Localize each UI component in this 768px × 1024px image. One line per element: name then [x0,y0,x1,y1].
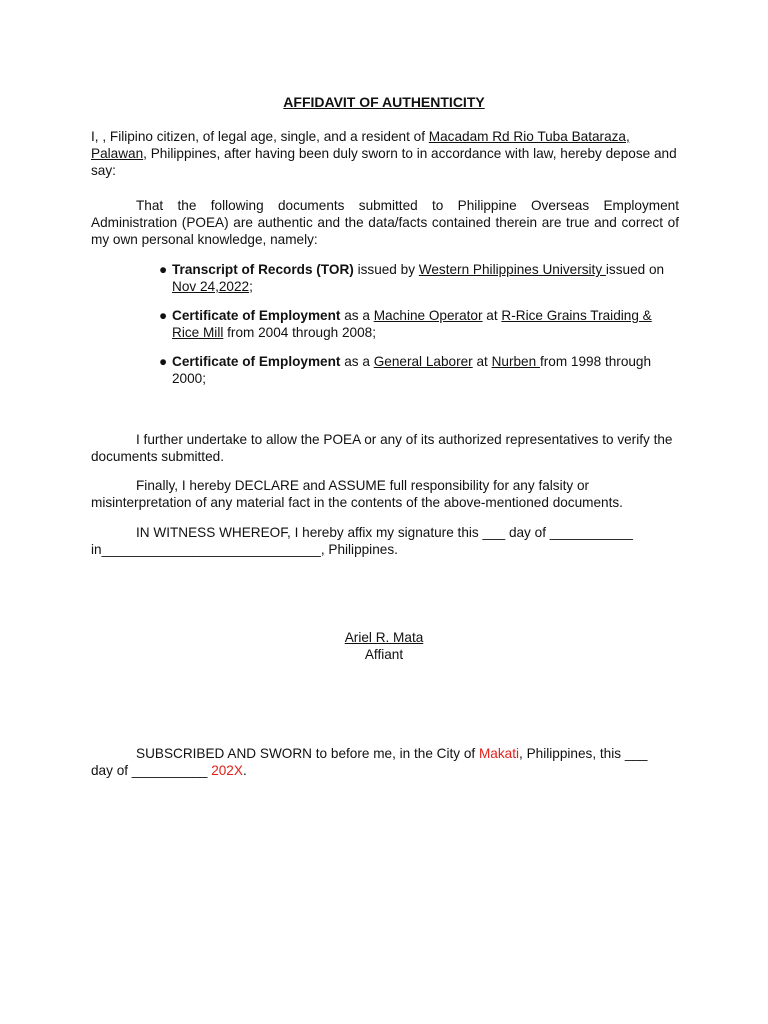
employer-name: Nurben [491,354,540,369]
intro-suffix: , Philippines, after having been duly sworn to in accordance with law, hereby depose and say: [91,146,677,178]
issuer-name: Western Philippines University [418,262,606,277]
statement-paragraph: That the following documents submitted to Philippine Overseas Employment Administration (POEA) are authentic and the data/facts contained therein are true and correct of my own personal knowledge, namely: [91,198,679,247]
city-placeholder: Makati [478,746,520,761]
document-item [159,261,679,295]
document-text: at [472,354,492,369]
document-text: as a [340,354,374,369]
sworn-text: . [242,763,247,778]
witness-line-2: in_____________________________, Philippines. [91,542,398,557]
sworn-paragraph [91,745,671,779]
affiant-block [0,629,768,663]
document-text: issued by [353,262,419,277]
issue-date: Nov 24,2022 [172,279,250,294]
undertake-paragraph: I further undertake to allow the POEA or any of its authorized representatives to verify the documents submitted. [91,432,673,464]
job-title: General Laborer [373,354,473,369]
affiant-name: Ariel R. Mata [344,630,424,645]
document-text: ; [249,279,253,294]
witness-line-1: IN WITNESS WHEREOF, I hereby affix my signature this ___ day of ___________ [136,525,633,540]
document-item [159,353,679,387]
job-title: Machine Operator [373,308,483,323]
document-name: Certificate of Employment [172,354,341,369]
document-title: AFFIDAVIT OF AUTHENTICITY [283,94,485,110]
intro-prefix: I, , Filipino citizen, of legal age, single, and a resident of [91,129,429,144]
year-placeholder: 202X [211,763,243,778]
declare-paragraph: Finally, I hereby DECLARE and ASSUME full responsibility for any falsity or misinterpretation of any material fact in the contents of the above-mentioned documents. [91,478,623,510]
document-text: from 1998 through 2000; [172,354,652,386]
document-item [159,307,679,341]
document-name: Certificate of Employment [172,308,341,323]
intro-paragraph [91,128,679,179]
bullet-icon: ● [159,262,168,277]
bullet-icon: ● [159,354,168,369]
affiant-label: Affiant [364,647,404,662]
employer-name: R-Rice Grains Traiding & Rice Mill [172,308,652,340]
document-name: Transcript of Records (TOR) [172,262,354,277]
document-text: as a [340,308,374,323]
document-text: from 2004 through 2008; [223,325,377,340]
sworn-text: , Philippines, this ___ day of __________ [91,746,648,778]
sworn-text: SUBSCRIBED AND SWORN to before me, in the City of [136,746,479,761]
documents-list [159,261,679,387]
witness-paragraph [91,524,679,558]
bullet-icon: ● [159,308,168,323]
document-text: at [482,308,502,323]
document-text: issued on [605,262,665,277]
resident-address: Macadam Rd Rio Tuba Bataraza, Palawan [91,129,630,161]
